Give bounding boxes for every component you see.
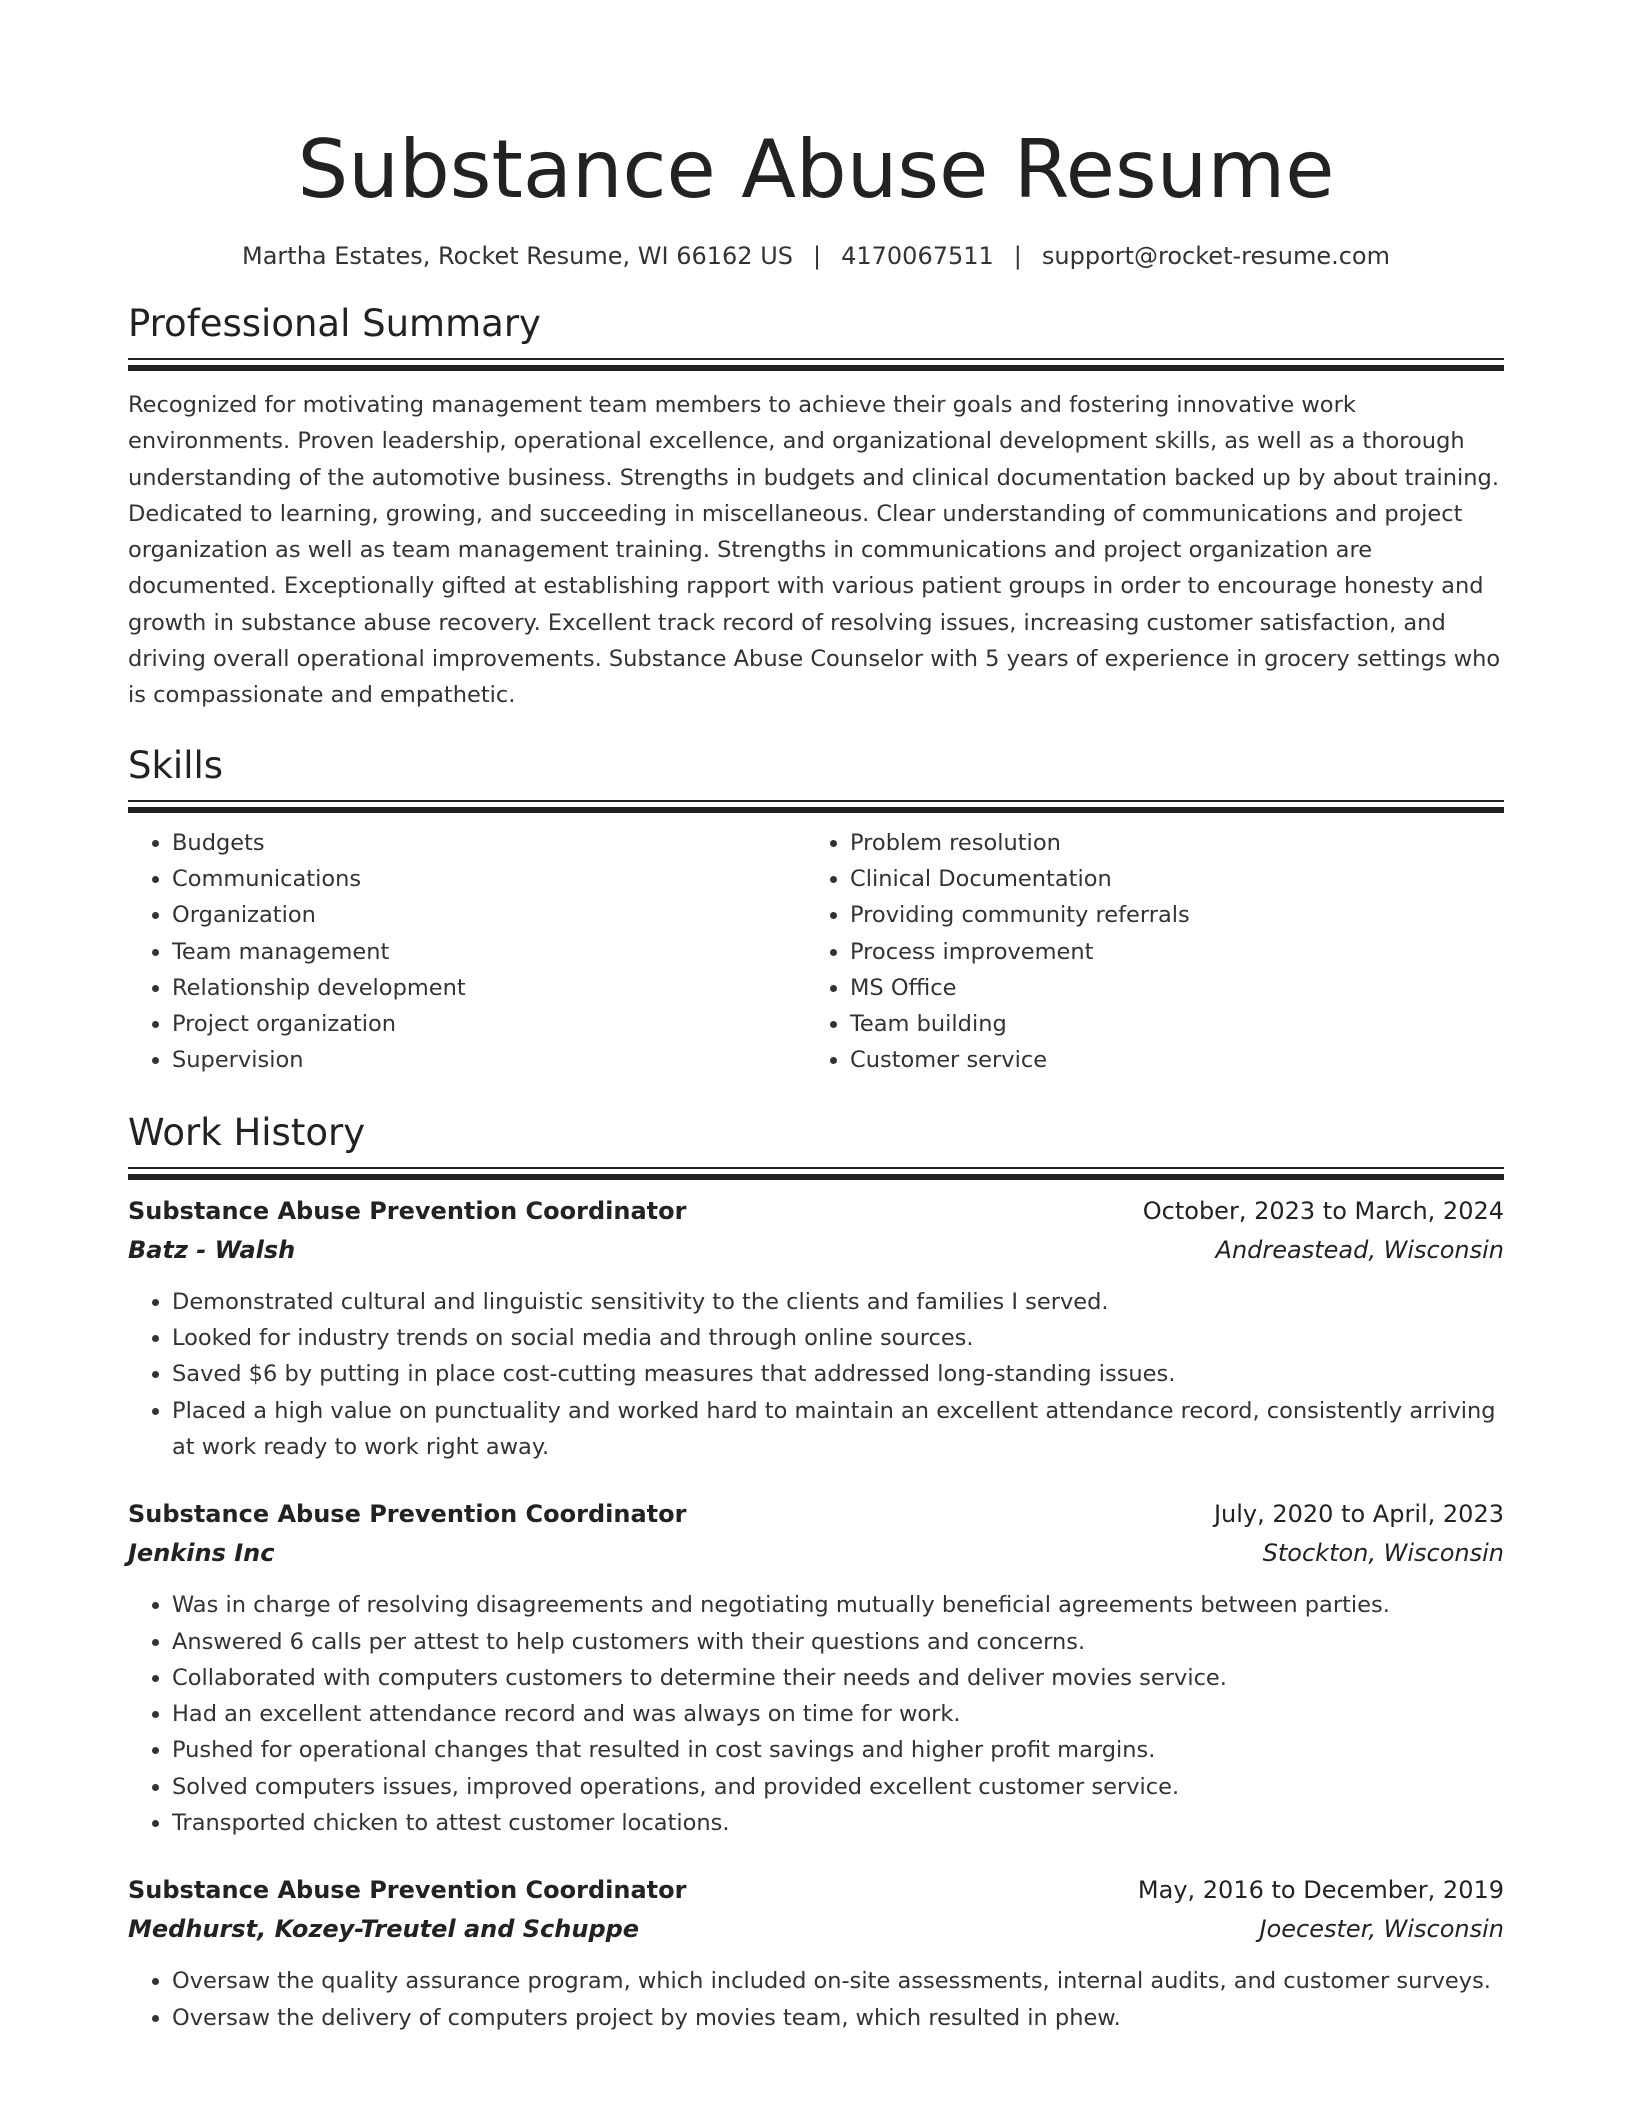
skills-section <box>128 742 1504 1079</box>
resume-page <box>128 0 1504 2036</box>
skill-item: • Relationship development <box>172 970 806 1006</box>
skill-item: • Supervision <box>172 1042 806 1078</box>
skill-item: • Problem resolution <box>850 825 1484 861</box>
work-heading: Work History <box>128 1110 366 1154</box>
job-header-row <box>128 1495 1504 1534</box>
skill-item: • Communications <box>172 861 806 897</box>
job-header-row <box>128 1871 1504 1910</box>
job-bullet: • Oversaw the delivery of computers project by movies team, which resulted in phew. <box>172 2000 1504 2036</box>
contact-address: Martha Estates, Rocket Resume, WI 66162 US <box>242 242 793 270</box>
job-company: Batz - Walsh <box>128 1235 296 1264</box>
job-subheader-row <box>128 1534 1504 1573</box>
job-bullet: • Saved $6 by putting in place cost-cutting measures that addressed long-standing issues. <box>172 1356 1504 1392</box>
contact-email: support@rocket-resume.com <box>1041 242 1390 270</box>
job-bullet: • Placed a high value on punctuality and worked hard to maintain an excellent attendance record, consistently arriving at work ready to work right away. <box>172 1393 1504 1466</box>
job-company: Medhurst, Kozey-Treutel and Schuppe <box>128 1915 640 1944</box>
skill-item: • Team management <box>172 934 806 970</box>
skills-heading: Skills <box>128 743 224 787</box>
skill-item: • Providing community referrals <box>850 897 1484 933</box>
job-bullet: • Pushed for operational changes that resulted in cost savings and higher profit margins. <box>172 1732 1504 1768</box>
job-title: Substance Abuse Prevention Coordinator <box>128 1876 687 1905</box>
job-title: Substance Abuse Prevention Coordinator <box>128 1500 687 1529</box>
job-bullet: • Oversaw the quality assurance program, which included on-site assessments, internal audits, and customer surveys. <box>172 1963 1504 1999</box>
job-entry <box>128 1871 1504 2036</box>
skill-item: • Team building <box>850 1006 1484 1042</box>
job-subheader-row <box>128 1910 1504 1949</box>
section-rule <box>128 1167 1504 1180</box>
job-bullets <box>128 1963 1504 2036</box>
job-bullet: • Had an excellent attendance record and was always on time for work. <box>172 1696 1504 1732</box>
skill-item: • Clinical Documentation <box>850 861 1484 897</box>
contact-line <box>128 240 1504 272</box>
job-entry <box>128 1495 1504 1841</box>
job-dates: May, 2016 to December, 2019 <box>1137 1876 1504 1905</box>
skill-item: • Organization <box>172 897 806 933</box>
job-dates: July, 2020 to April, 2023 <box>1213 1500 1504 1529</box>
skill-item: • MS Office <box>850 970 1484 1006</box>
jobs-list <box>128 1192 1504 2036</box>
job-bullet: • Looked for industry trends on social media and through online sources. <box>172 1320 1504 1356</box>
summary-heading: Professional Summary <box>128 302 541 345</box>
skills-left-list <box>128 825 806 1079</box>
summary-section <box>128 300 1504 714</box>
skill-item: • Customer service <box>850 1042 1484 1078</box>
contact-separator: | <box>813 242 822 270</box>
job-subheader-row <box>128 1231 1504 1270</box>
job-entry <box>128 1192 1504 1465</box>
job-title: Substance Abuse Prevention Coordinator <box>128 1196 687 1225</box>
skills-right-list <box>806 825 1484 1079</box>
section-rule <box>128 800 1504 813</box>
job-dates: October, 2023 to March, 2024 <box>1142 1196 1504 1225</box>
job-bullet: • Collaborated with computers customers to determine their needs and deliver movies service. <box>172 1660 1504 1696</box>
job-company: Jenkins Inc <box>128 1539 275 1568</box>
job-bullet: • Transported chicken to attest customer locations. <box>172 1805 1504 1841</box>
work-section <box>128 1109 1504 2036</box>
job-location: Joecester, Wisconsin <box>1259 1915 1504 1944</box>
job-location: Stockton, Wisconsin <box>1262 1539 1504 1568</box>
job-location: Andreastead, Wisconsin <box>1215 1235 1504 1264</box>
job-bullet: • Solved computers issues, improved operations, and provided excellent customer service. <box>172 1769 1504 1805</box>
skill-item: • Budgets <box>172 825 806 861</box>
job-header-row <box>128 1192 1504 1231</box>
contact-separator: | <box>1013 242 1022 270</box>
section-rule <box>128 358 1504 371</box>
skill-item: • Process improvement <box>850 934 1484 970</box>
job-bullet: • Was in charge of resolving disagreements and negotiating mutually beneficial agreements between parties. <box>172 1587 1504 1623</box>
resume-title: Substance Abuse Resume <box>297 123 1335 216</box>
job-bullet: • Demonstrated cultural and linguistic sensitivity to the clients and families I served. <box>172 1284 1504 1320</box>
summary-text: Recognized for motivating management team members to achieve their goals and fostering innovative work environments. Proven leadership, operational excellence, and organizational development skills, as well as a thorough understanding of the automotive business. Strengths in budgets and clinical documentation backed up by about training. Dedicated to learning, growing, and succeeding in miscellaneous. Clear understanding of communications and project organization as well as team management training. Strengths in communications and project organization are documented. Exceptionally gifted at establishing rapport with various patient groups in order to encourage honesty and growth in substance abuse recovery. Excellent track record of resolving issues, increasing customer satisfaction, and driving overall operational improvements. Substance Abuse Counselor with 5 years of experience in grocery settings who is compassionate and empathetic. <box>128 392 1501 709</box>
job-bullets <box>128 1587 1504 1841</box>
skills-columns <box>128 825 1504 1079</box>
skill-item: • Project organization <box>172 1006 806 1042</box>
job-bullet: • Answered 6 calls per attest to help customers with their questions and concerns. <box>172 1624 1504 1660</box>
job-bullets <box>128 1284 1504 1465</box>
contact-phone: 4170067511 <box>841 242 994 270</box>
